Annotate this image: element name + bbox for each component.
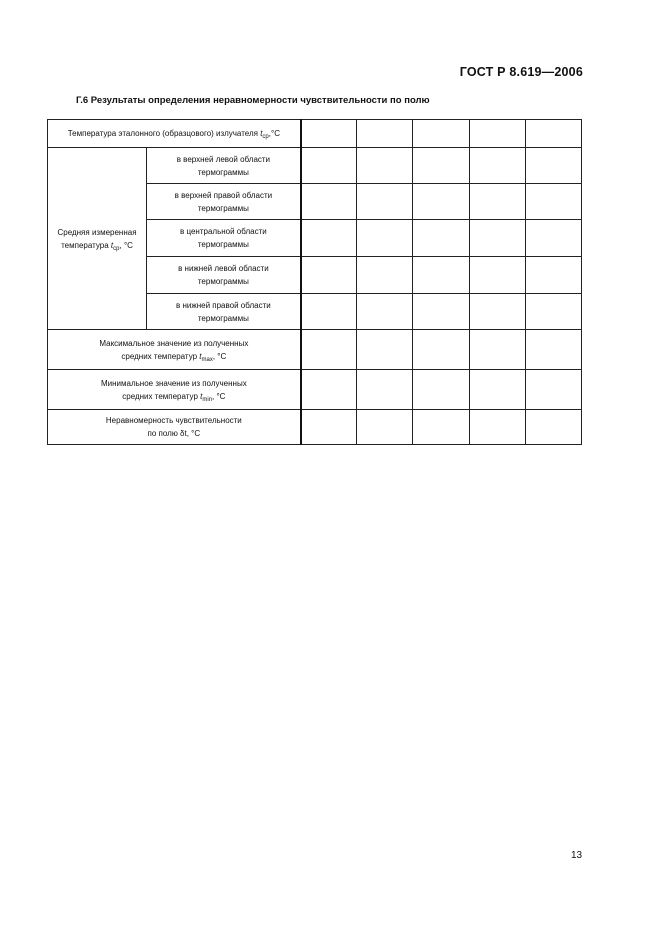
- value-cell: [413, 294, 469, 330]
- region-label-line2: термограммы: [197, 313, 249, 323]
- reference-temperature-cell: [48, 120, 301, 148]
- value-cell: [525, 220, 581, 257]
- max-temperature-symbol: t: [199, 351, 202, 361]
- value-cell: [413, 410, 469, 445]
- value-cell: [301, 148, 357, 184]
- value-cell: [413, 148, 469, 184]
- value-cell: [301, 220, 357, 257]
- value-cell: [301, 257, 357, 294]
- value-cell: [413, 257, 469, 294]
- value-cell: [525, 294, 581, 330]
- page-number: 13: [571, 850, 583, 861]
- average-temperature-label-line1: Средняя измеренная: [57, 227, 137, 237]
- table-row-max: [48, 330, 582, 370]
- value-cell: [301, 184, 357, 220]
- nonuniformity-line2: по полю δt, °С: [147, 429, 201, 438]
- table-row-reference-temperature: [48, 120, 582, 148]
- value-cell: [301, 370, 357, 410]
- value-cell: [357, 148, 413, 184]
- value-cell: [357, 120, 413, 148]
- region-label-cell: [147, 294, 301, 330]
- value-cell: [413, 330, 469, 370]
- min-temperature-symbol: t: [200, 391, 203, 401]
- reference-temperature-symbol: t: [260, 129, 263, 138]
- min-temperature-line2: средних температур $t_{min}$, °С: [122, 391, 226, 403]
- value-cell: [413, 184, 469, 220]
- section-title: Г.6 Результаты определения неравномерности чувствительности по полю: [76, 95, 430, 106]
- table-row-region-1: [48, 148, 582, 184]
- region-label-line2: термограммы: [197, 203, 249, 213]
- value-cell: [469, 257, 525, 294]
- value-cell: [301, 120, 357, 148]
- value-cell: [525, 148, 581, 184]
- value-cell: [469, 294, 525, 330]
- min-temperature-line1: Минимальное значение из полученных: [100, 378, 247, 388]
- max-temperature-line1: Максимальное значение из полученных: [99, 338, 249, 348]
- reference-temperature-subscript: ср: [262, 134, 269, 140]
- value-cell: [469, 330, 525, 370]
- value-cell: [357, 294, 413, 330]
- region-label-line1: в верхней левой области: [176, 154, 271, 164]
- value-cell: [301, 330, 357, 370]
- max-temperature-line2: средних температур $t_{max}$, °С: [121, 351, 227, 363]
- region-label-line1: в центральной области: [180, 227, 267, 236]
- document-code: ГОСТ Р 8.619—2006: [459, 65, 583, 79]
- value-cell: [413, 220, 469, 257]
- region-label-cell: [147, 148, 301, 184]
- average-temperature-cell: [48, 148, 147, 330]
- results-table: [47, 119, 582, 445]
- region-label-line2: термограммы: [197, 167, 249, 177]
- region-label-line1: в нижней правой области: [176, 300, 271, 310]
- region-label-line2: термограммы: [197, 240, 249, 249]
- average-temperature-symbol: t: [110, 240, 114, 250]
- value-cell: [469, 148, 525, 184]
- region-label-cell: [147, 184, 301, 220]
- value-cell: [525, 120, 581, 148]
- region-label-line1: в верхней правой области: [174, 190, 273, 200]
- min-temperature-subscript: min: [202, 396, 213, 403]
- value-cell: [413, 370, 469, 410]
- value-cell: [525, 257, 581, 294]
- average-temperature-subscript: ср: [113, 245, 120, 252]
- value-cell: [357, 220, 413, 257]
- region-label-cell: [147, 220, 301, 257]
- region-label-line1: в нижней левой области: [178, 264, 269, 273]
- value-cell: [413, 120, 469, 148]
- value-cell: [357, 330, 413, 370]
- value-cell: [469, 370, 525, 410]
- region-label-cell: [147, 257, 301, 294]
- nonuniformity-cell: [48, 410, 301, 445]
- value-cell: [525, 330, 581, 370]
- value-cell: [357, 184, 413, 220]
- value-cell: [469, 120, 525, 148]
- value-cell: [525, 410, 581, 445]
- reference-temperature-label: Температура эталонного (образцового) излучателя: [67, 129, 261, 138]
- nonuniformity-line1: Неравномерность чувствительности: [105, 416, 242, 425]
- value-cell: [357, 410, 413, 445]
- max-temperature-subscript: max: [201, 356, 213, 363]
- max-temperature-cell: [48, 330, 301, 370]
- average-temperature-label-line2: температура $t_{ср}$, °С: [61, 240, 133, 252]
- table-row-nonuniformity: [48, 410, 582, 445]
- min-temperature-cell: [48, 370, 301, 410]
- reference-temperature-unit: ,°С: [268, 129, 280, 138]
- value-cell: [357, 370, 413, 410]
- value-cell: [525, 184, 581, 220]
- value-cell: [469, 220, 525, 257]
- value-cell: [357, 257, 413, 294]
- region-label-line2: термограммы: [197, 277, 249, 286]
- table-row-min: [48, 370, 582, 410]
- value-cell: [301, 410, 357, 445]
- value-cell: [469, 410, 525, 445]
- value-cell: [525, 370, 581, 410]
- value-cell: [301, 294, 357, 330]
- value-cell: [469, 184, 525, 220]
